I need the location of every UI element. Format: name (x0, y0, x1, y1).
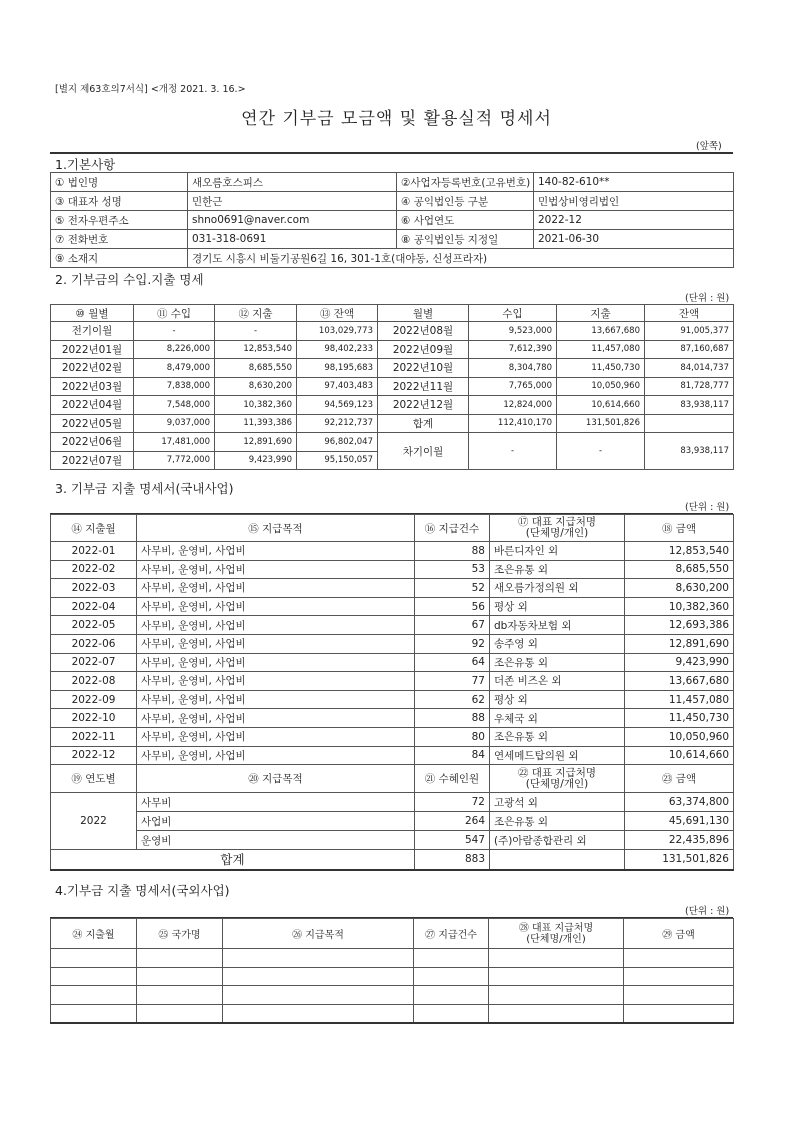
expense-cell: 11,393,386 (215, 414, 297, 433)
income-cell: 17,481,000 (134, 433, 215, 452)
section1-heading: 1.기본사항 (55, 157, 116, 172)
table-row (51, 597, 734, 616)
expense-cell: 8,685,550 (215, 359, 297, 378)
income-cell: 7,548,000 (134, 396, 215, 415)
table-row (51, 746, 734, 765)
recipient-cell: 더존 비즈온 외 (490, 672, 625, 691)
empty-cell (137, 986, 223, 1005)
recipient-cell: 우체국 외 (490, 709, 625, 728)
expense-month-cell: 2022-06 (51, 634, 137, 653)
table-row (51, 709, 734, 728)
table-row (51, 812, 734, 831)
count-cell: 62 (415, 690, 490, 709)
table-row (51, 831, 734, 850)
balance-cell: 87,160,687 (645, 340, 734, 359)
purpose-cell: 사무비, 운영비, 사업비 (137, 653, 415, 672)
empty-cell (223, 949, 414, 968)
amount-cell: 10,050,960 (625, 727, 734, 746)
section2-unit: (단위 : 원) (685, 293, 730, 304)
col-year: ⑲ 연도별 (51, 765, 137, 793)
col-recipient (490, 515, 625, 542)
col-overseas-recipient-title: ㉘ 대표 지급처명 (518, 922, 594, 934)
expense-cell: 10,050,960 (557, 377, 645, 396)
col-amount: ⑱ 금액 (625, 515, 734, 542)
col-balance-2: 잔액 (645, 305, 734, 322)
purpose-cell: 사무비, 운영비, 사업비 (137, 616, 415, 635)
month-cell: 2022년12월 (378, 396, 469, 415)
col-balance: ⑬ 잔액 (297, 305, 378, 322)
expense-month-cell: 2022-10 (51, 709, 137, 728)
expense-cell: 12,853,540 (215, 340, 297, 359)
year-purpose-cell: 운영비 (137, 831, 415, 850)
recipient-cell: 조은유통 외 (490, 560, 625, 579)
form-reference: [별지 제63호의7서식] <개정 2021. 3. 16.> (55, 84, 246, 95)
total-row (51, 850, 734, 870)
income-expense-header-row (51, 305, 734, 322)
expense-cell: 11,450,730 (557, 359, 645, 378)
value-designation-date: 2021-06-30 (534, 230, 734, 249)
col-income: ⑪ 수입 (134, 305, 215, 322)
table-row (51, 322, 734, 341)
balance-cell: 84,014,737 (645, 359, 734, 378)
recipient-cell: 새오름가정의원 외 (490, 579, 625, 598)
expense-month-cell: 2022-11 (51, 727, 137, 746)
month-cell: 2022년06월 (51, 433, 134, 452)
expense-cell: 12,891,690 (215, 433, 297, 452)
table-row (51, 690, 734, 709)
year-amount-cell: 63,374,800 (625, 793, 734, 812)
total-label: 합계 (51, 850, 415, 870)
col-overseas-count: ㉗ 지급건수 (414, 919, 489, 949)
expense-cell: 9,423,990 (215, 451, 297, 470)
label-phone: ⑦ 전화번호 (51, 230, 188, 249)
amount-cell: 10,614,660 (625, 746, 734, 765)
purpose-cell: 사무비, 운영비, 사업비 (137, 672, 415, 691)
empty-cell (223, 986, 414, 1005)
month-cell: 2022년08월 (378, 322, 469, 341)
empty-cell (414, 949, 489, 968)
value-corp-name: 새오름호스피스 (188, 173, 397, 192)
empty-cell (624, 1004, 734, 1023)
beneficiaries-cell: 547 (415, 831, 490, 850)
amount-cell: 10,382,360 (625, 597, 734, 616)
expense-cell: 13,667,680 (557, 322, 645, 341)
expense-month-cell: 2022-09 (51, 690, 137, 709)
recipient-cell: 연세메드탑의원 외 (490, 746, 625, 765)
total-recipient (490, 850, 625, 870)
balance-cell: 98,195,683 (297, 359, 378, 378)
table-row (51, 340, 734, 359)
beneficiaries-cell: 264 (415, 812, 490, 831)
balance-cell: 97,403,483 (297, 377, 378, 396)
carry-forward-income: - (469, 433, 557, 470)
empty-cell (51, 1004, 137, 1023)
table-row (51, 579, 734, 598)
label-representative: ③ 대표자 성명 (51, 192, 188, 211)
expense-cell: 10,382,360 (215, 396, 297, 415)
year-cell: 2022 (51, 793, 137, 850)
table-row (51, 560, 734, 579)
empty-cell (51, 967, 137, 986)
empty-cell (137, 1004, 223, 1023)
label-corp-type: ④ 공익법인등 구분 (397, 192, 534, 211)
empty-cell (223, 1004, 414, 1023)
month-cell: 2022년04월 (51, 396, 134, 415)
table-row (51, 1004, 734, 1023)
table-row (51, 949, 734, 968)
amount-cell: 12,693,386 (625, 616, 734, 635)
table-row (51, 377, 734, 396)
expense-month-cell: 2022-02 (51, 560, 137, 579)
purpose-cell: 사무비, 운영비, 사업비 (137, 597, 415, 616)
carry-forward-expense: - (557, 433, 645, 470)
purpose-cell: 사무비, 운영비, 사업비 (137, 542, 415, 561)
purpose-cell: 사무비, 운영비, 사업비 (137, 727, 415, 746)
col-year-purpose: ⑳ 지급목적 (137, 765, 415, 793)
year-recipient-cell: (주)아람종합관리 외 (490, 831, 625, 850)
col-year-recipient (490, 765, 625, 793)
table-row (51, 986, 734, 1005)
income-cell: 7,612,390 (469, 340, 557, 359)
income-cell: 7,838,000 (134, 377, 215, 396)
col-beneficiaries: ㉑ 수혜인원 (415, 765, 490, 793)
month-cell: 2022년03월 (51, 377, 134, 396)
col-expense: ⑫ 지출 (215, 305, 297, 322)
recipient-cell: 바른디자인 외 (490, 542, 625, 561)
basic-info-table (50, 172, 734, 268)
empty-cell (624, 949, 734, 968)
balance-cell: 96,802,047 (297, 433, 378, 452)
amount-cell: 11,450,730 (625, 709, 734, 728)
label-designation-date: ⑧ 공익법인등 지정일 (397, 230, 534, 249)
empty-cell (489, 986, 624, 1005)
section3-heading: 3. 기부금 지출 명세서(국내사업) (55, 481, 234, 496)
beneficiaries-cell: 72 (415, 793, 490, 812)
count-cell: 64 (415, 653, 490, 672)
table-row (51, 672, 734, 691)
table-row (51, 359, 734, 378)
value-address: 경기도 시흥시 비둘기공원6길 16, 301-1호(대야동, 신성프라자) (188, 249, 734, 268)
col-year-recipient-subtitle: (단체명/개인) (525, 777, 589, 790)
document-title: 연간 기부금 모금액 및 활용실적 명세서 (241, 109, 552, 129)
balance-cell: 83,938,117 (645, 396, 734, 415)
month-cell: 2022년10월 (378, 359, 469, 378)
balance-cell: 98,402,233 (297, 340, 378, 359)
recipient-cell: 평상 외 (490, 597, 625, 616)
table-row (51, 396, 734, 415)
empty-cell (51, 949, 137, 968)
col-month-2: 월별 (378, 305, 469, 322)
month-cell: 2022년02월 (51, 359, 134, 378)
balance-cell: 94,569,123 (297, 396, 378, 415)
top-rule (50, 152, 733, 154)
empty-cell (489, 1004, 624, 1023)
amount-cell: 12,891,690 (625, 634, 734, 653)
recipient-cell: 조은유통 외 (490, 653, 625, 672)
income-cell: - (134, 322, 215, 341)
expense-month-cell: 2022-07 (51, 653, 137, 672)
count-cell: 84 (415, 746, 490, 765)
balance-cell: 91,005,377 (645, 322, 734, 341)
value-representative: 민한근 (188, 192, 397, 211)
basic-info-row (51, 173, 734, 192)
table-row (51, 727, 734, 746)
purpose-cell: 사무비, 운영비, 사업비 (137, 634, 415, 653)
table-row (51, 616, 734, 635)
value-business-year: 2022-12 (534, 211, 734, 230)
col-income-2: 수입 (469, 305, 557, 322)
col-month: ⑩ 월별 (51, 305, 134, 322)
income-expense-table (50, 304, 734, 470)
count-cell: 56 (415, 597, 490, 616)
month-cell: 2022년09월 (378, 340, 469, 359)
income-cell: 8,304,780 (469, 359, 557, 378)
carry-forward-balance: 83,938,117 (645, 433, 734, 470)
expense-month-cell: 2022-05 (51, 616, 137, 635)
year-recipient-cell: 고광석 외 (490, 793, 625, 812)
total-income-cell: 112,410,170 (469, 414, 557, 433)
table-row (51, 542, 734, 561)
empty-cell (414, 1004, 489, 1023)
total-expense-cell: 131,501,826 (557, 414, 645, 433)
recipient-cell: 송주영 외 (490, 634, 625, 653)
total-balance-cell (645, 414, 734, 433)
income-cell: 9,523,000 (469, 322, 557, 341)
purpose-cell: 사무비, 운영비, 사업비 (137, 560, 415, 579)
income-cell: 12,824,000 (469, 396, 557, 415)
empty-cell (624, 967, 734, 986)
month-cell: 2022년11월 (378, 377, 469, 396)
count-cell: 52 (415, 579, 490, 598)
amount-cell: 12,853,540 (625, 542, 734, 561)
empty-cell (137, 967, 223, 986)
total-amount: 131,501,826 (625, 850, 734, 870)
basic-info-row (51, 230, 734, 249)
basic-info-row (51, 192, 734, 211)
col-year-recipient-title: ㉒ 대표 지급처명 (517, 766, 597, 779)
section2-heading: 2. 기부금의 수입.지출 명세 (55, 272, 204, 287)
empty-cell (223, 967, 414, 986)
count-cell: 80 (415, 727, 490, 746)
amount-cell: 8,630,200 (625, 579, 734, 598)
yearly-header-row (51, 765, 734, 793)
income-cell: 7,772,000 (134, 451, 215, 470)
col-overseas-recipient-subtitle: (단체명/개인) (526, 933, 586, 945)
empty-cell (624, 986, 734, 1005)
total-label-cell: 합계 (378, 414, 469, 433)
expense-month-cell: 2022-04 (51, 597, 137, 616)
amount-cell: 8,685,550 (625, 560, 734, 579)
col-expense-2: 지출 (557, 305, 645, 322)
table-row (51, 433, 734, 452)
year-recipient-cell: 조은유통 외 (490, 812, 625, 831)
empty-cell (137, 949, 223, 968)
domestic-expense-table (50, 514, 734, 871)
balance-cell: 95,150,057 (297, 451, 378, 470)
carry-forward-label: 차기이월 (378, 433, 469, 470)
expense-cell: 10,614,660 (557, 396, 645, 415)
expense-cell: - (215, 322, 297, 341)
year-purpose-cell: 사무비 (137, 793, 415, 812)
label-address: ⑨ 소재지 (51, 249, 188, 268)
col-overseas-month: ㉔ 지출월 (51, 919, 137, 949)
empty-cell (414, 967, 489, 986)
income-cell: 7,765,000 (469, 377, 557, 396)
income-cell: 8,479,000 (134, 359, 215, 378)
table-row (51, 653, 734, 672)
month-cell: 2022년01월 (51, 340, 134, 359)
table-row (51, 793, 734, 812)
section4-heading: 4.기부금 지출 명세서(국외사업) (55, 883, 230, 898)
recipient-cell: 조은유통 외 (490, 727, 625, 746)
year-amount-cell: 22,435,896 (625, 831, 734, 850)
amount-cell: 9,423,990 (625, 653, 734, 672)
income-cell: 9,037,000 (134, 414, 215, 433)
col-overseas-amount: ㉙ 금액 (624, 919, 734, 949)
balance-cell: 81,728,777 (645, 377, 734, 396)
col-recipient-title: ⑰ 대표 지급처명 (517, 516, 597, 528)
purpose-cell: 사무비, 운영비, 사업비 (137, 709, 415, 728)
label-email: ⑤ 전자우편주소 (51, 211, 188, 230)
purpose-cell: 사무비, 운영비, 사업비 (137, 746, 415, 765)
col-purpose: ⑮ 지급목적 (137, 515, 415, 542)
expense-month-cell: 2022-12 (51, 746, 137, 765)
total-beneficiaries: 883 (415, 850, 490, 870)
expense-month-cell: 2022-08 (51, 672, 137, 691)
income-cell: 8,226,000 (134, 340, 215, 359)
balance-cell: 103,029,773 (297, 322, 378, 341)
col-overseas-purpose: ㉖ 지급목적 (223, 919, 414, 949)
empty-cell (414, 986, 489, 1005)
label-business-year: ⑥ 사업연도 (397, 211, 534, 230)
count-cell: 92 (415, 634, 490, 653)
recipient-cell: 평상 외 (490, 690, 625, 709)
empty-cell (489, 967, 624, 986)
expense-month-cell: 2022-03 (51, 579, 137, 598)
label-corp-name: ① 법인명 (51, 173, 188, 192)
overseas-header-row (51, 919, 734, 949)
expense-month-cell: 2022-01 (51, 542, 137, 561)
table-row (51, 634, 734, 653)
month-cell: 2022년05월 (51, 414, 134, 433)
table-row (51, 967, 734, 986)
col-expense-month: ⑭ 지출월 (51, 515, 137, 542)
basic-info-row (51, 211, 734, 230)
table-row (51, 414, 734, 433)
empty-cell (51, 986, 137, 1005)
value-business-number: 140-82-610** (534, 173, 734, 192)
count-cell: 88 (415, 709, 490, 728)
col-count: ⑯ 지급건수 (415, 515, 490, 542)
col-year-amount: ㉓ 금액 (625, 765, 734, 793)
basic-info-row (51, 249, 734, 268)
expense-cell: 11,457,080 (557, 340, 645, 359)
domestic-header-row (51, 515, 734, 542)
amount-cell: 11,457,080 (625, 690, 734, 709)
expense-cell: 8,630,200 (215, 377, 297, 396)
col-country: ㉕ 국가명 (137, 919, 223, 949)
count-cell: 53 (415, 560, 490, 579)
purpose-cell: 사무비, 운영비, 사업비 (137, 579, 415, 598)
year-amount-cell: 45,691,130 (625, 812, 734, 831)
month-cell: 전기이월 (51, 322, 134, 341)
balance-cell: 92,212,737 (297, 414, 378, 433)
overseas-expense-table (50, 918, 734, 1024)
page-side-label: (앞쪽) (696, 141, 722, 152)
section3-unit: (단위 : 원) (685, 502, 730, 513)
col-recipient-subtitle: (단체명/개인) (525, 527, 589, 539)
empty-cell (489, 949, 624, 968)
label-business-number: ②사업자등록번호(고유번호) (397, 173, 534, 192)
value-phone: 031-318-0691 (188, 230, 397, 249)
count-cell: 77 (415, 672, 490, 691)
recipient-cell: db자동차보험 외 (490, 616, 625, 635)
year-purpose-cell: 사업비 (137, 812, 415, 831)
amount-cell: 13,667,680 (625, 672, 734, 691)
count-cell: 67 (415, 616, 490, 635)
month-cell: 2022년07월 (51, 451, 134, 470)
count-cell: 88 (415, 542, 490, 561)
value-email: shno0691@naver.com (188, 211, 397, 230)
value-corp-type: 민법상비영리법인 (534, 192, 734, 211)
section4-unit: (단위 : 원) (685, 906, 730, 917)
purpose-cell: 사무비, 운영비, 사업비 (137, 690, 415, 709)
col-overseas-recipient (489, 919, 624, 949)
